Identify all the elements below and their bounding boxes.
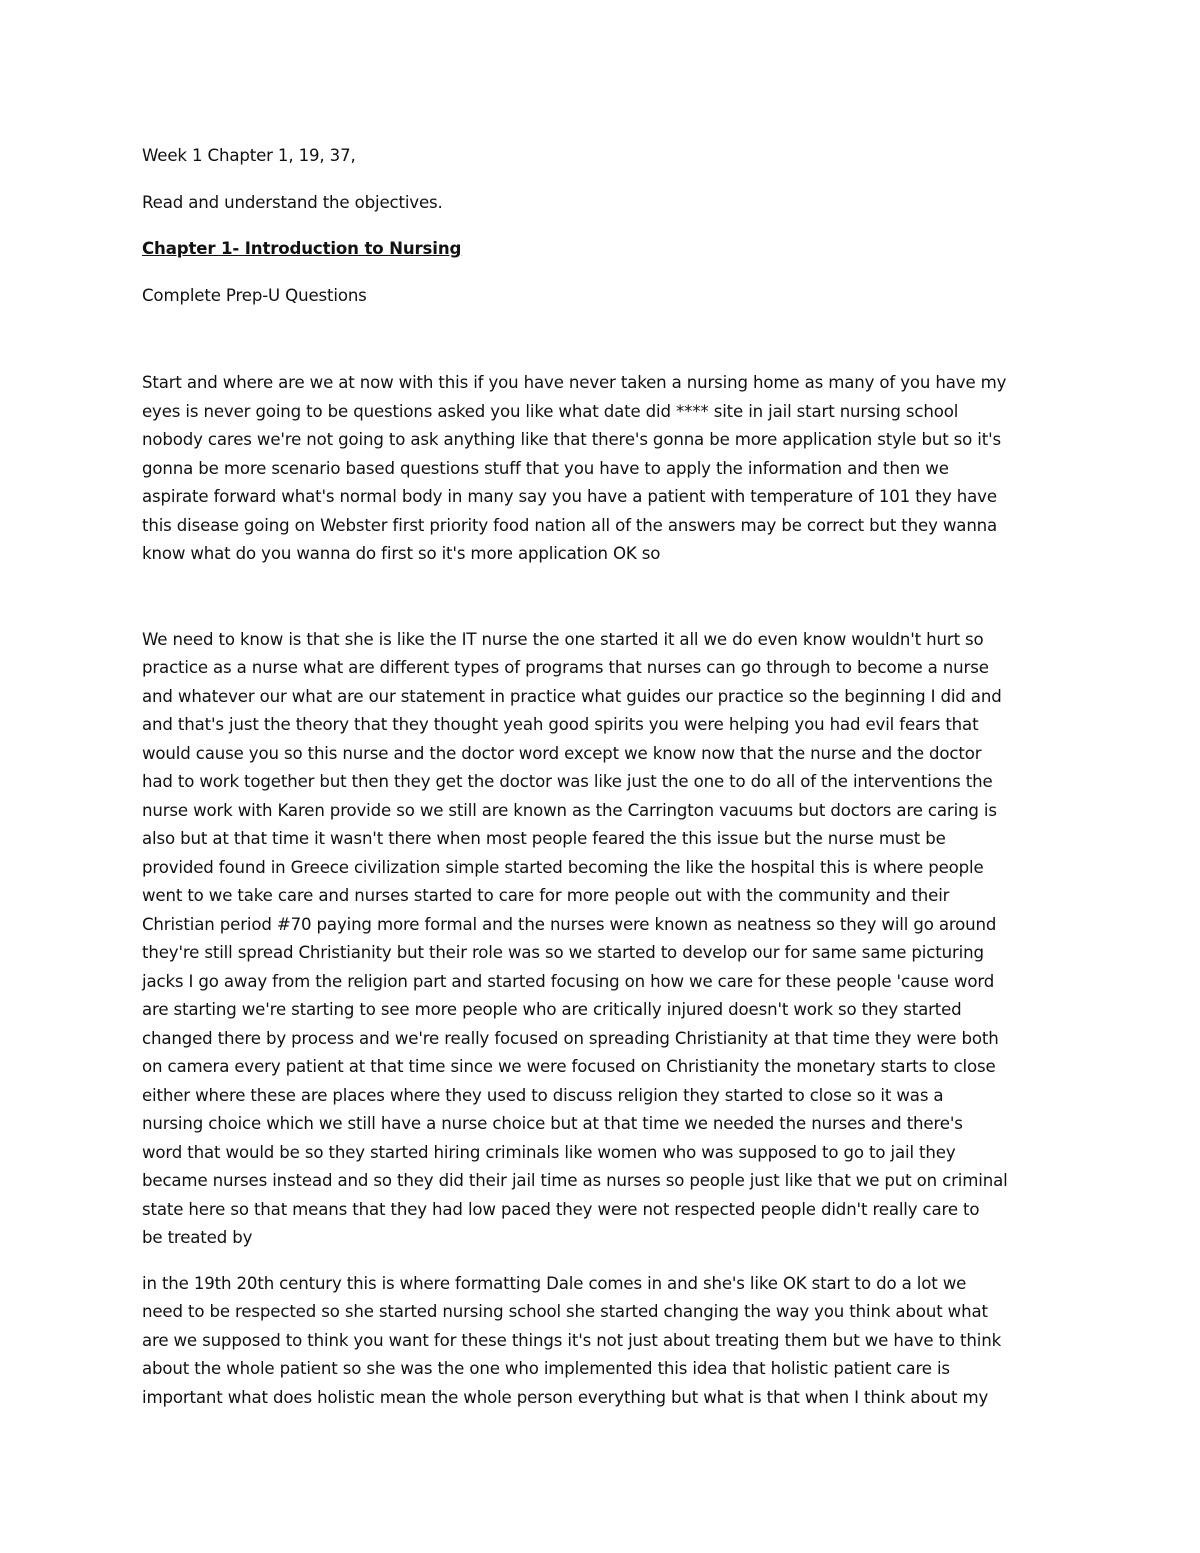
document-body: [142, 142, 1060, 1412]
chapter-heading: Chapter 1- Introduction to Nursing: [142, 239, 462, 258]
paragraph-line: either where these are places where they used to discuss religion they started to close so it was a: [142, 1085, 944, 1105]
paragraph-line: need to be respected so she started nursing school she started changing the way you think about what: [142, 1302, 988, 1321]
paragraph-line: went to we take care and nurses started to care for more people out with the community and their: [142, 886, 950, 905]
instruction-text: Read and understand the objectives.: [142, 192, 443, 212]
paragraph-line: they're still spread Christianity but their role was so we started to develop our for same same picturing: [142, 943, 984, 962]
paragraph-line: nurse work with Karen provide so we still are known as the Carrington vacuums but doctors are caring is: [142, 800, 997, 820]
paragraph-line: jacks I go away from the religion part and started focusing on how we care for these people 'cause word: [142, 971, 995, 991]
paragraph-line: important what does holistic mean the whole person everything but what is that when I think about my: [142, 1387, 989, 1407]
paragraph-line: this disease going on Webster first priority food nation all of the answers may be correct but they wanna: [142, 515, 998, 535]
week-title: Week 1 Chapter 1, 19, 37,: [142, 146, 356, 165]
paragraph-2: [142, 626, 1060, 1253]
paragraph-line: nobody cares we're not going to ask anything like that there's gonna be more application style but so it's: [142, 430, 1002, 449]
paragraph-line: about the whole patient so she was the one who implemented this idea that holistic patient care is: [142, 1359, 950, 1378]
paragraph-line: nursing choice which we still have a nurse choice but at that time we needed the nurses and there's: [142, 1114, 963, 1133]
paragraph-line: became nurses instead and so they did their jail time as nurses so people just like that we put on criminal: [142, 1171, 1008, 1190]
paragraph-line: state here so that means that they had low paced they were not respected people didn't really care to: [142, 1199, 980, 1219]
paragraph-line: and that's just the theory that they thought yeah good spirits you were helping you had evil fears that: [142, 715, 979, 734]
paragraph-line: changed there by process and we're really focused on spreading Christianity at that time they were both: [142, 1028, 999, 1048]
paragraph-line: also but at that time it wasn't there when most people feared the this issue but the nurse must be: [142, 829, 946, 848]
paragraph-line: on camera every patient at that time since we were focused on Christianity the monetary starts to close: [142, 1057, 996, 1076]
paragraph-line: be treated by: [142, 1228, 253, 1247]
paragraph-line: would cause you so this nurse and the doctor word except we know now that the nurse and the doctor: [142, 743, 982, 763]
paragraph-1: [142, 369, 1060, 569]
paragraph-line: Start and where are we at now with this if you have never taken a nursing home as many of you have my: [142, 373, 1007, 392]
paragraph-line: know what do you wanna do first so it's more application OK so: [142, 544, 661, 563]
paragraph-line: We need to know is that she is like the IT nurse the one started it all we do even know wouldn't hurt so: [142, 629, 984, 649]
paragraph-line: word that would be so they started hiring criminals like women who was supposed to go to jail they: [142, 1142, 956, 1162]
paragraph-line: aspirate forward what's normal body in many say you have a patient with temperature of 101 they have: [142, 487, 997, 506]
paragraph-line: practice as a nurse what are different types of programs that nurses can go through to become a nurse: [142, 658, 989, 677]
task-text: Complete Prep-U Questions: [142, 285, 367, 305]
paragraph-line: are we supposed to think you want for these things it's not just about treating them but we have to think: [142, 1330, 1002, 1350]
paragraph-line: gonna be more scenario based questions stuff that you have to apply the information and then we: [142, 458, 949, 478]
paragraph-line: are starting we're starting to see more people who are critically injured doesn't work so they started: [142, 1000, 962, 1019]
paragraph-line: provided found in Greece civilization simple started becoming the like the hospital this is where people: [142, 857, 984, 877]
paragraph-line: Christian period #70 paying more formal and the nurses were known as neatness so they will go around: [142, 914, 997, 934]
paragraph-3: [142, 1270, 1060, 1413]
paragraph-line: eyes is never going to be questions asked you like what date did **** site in jail start nursing school: [142, 401, 959, 421]
paragraph-line: had to work together but then they get the doctor was like just the one to do all of the interventions the: [142, 772, 993, 791]
paragraph-line: and whatever our what are our statement in practice what guides our practice so the beginning I did and: [142, 686, 1002, 706]
paragraph-line: in the 19th 20th century this is where formatting Dale comes in and she's like OK start to do a lot we: [142, 1273, 967, 1293]
